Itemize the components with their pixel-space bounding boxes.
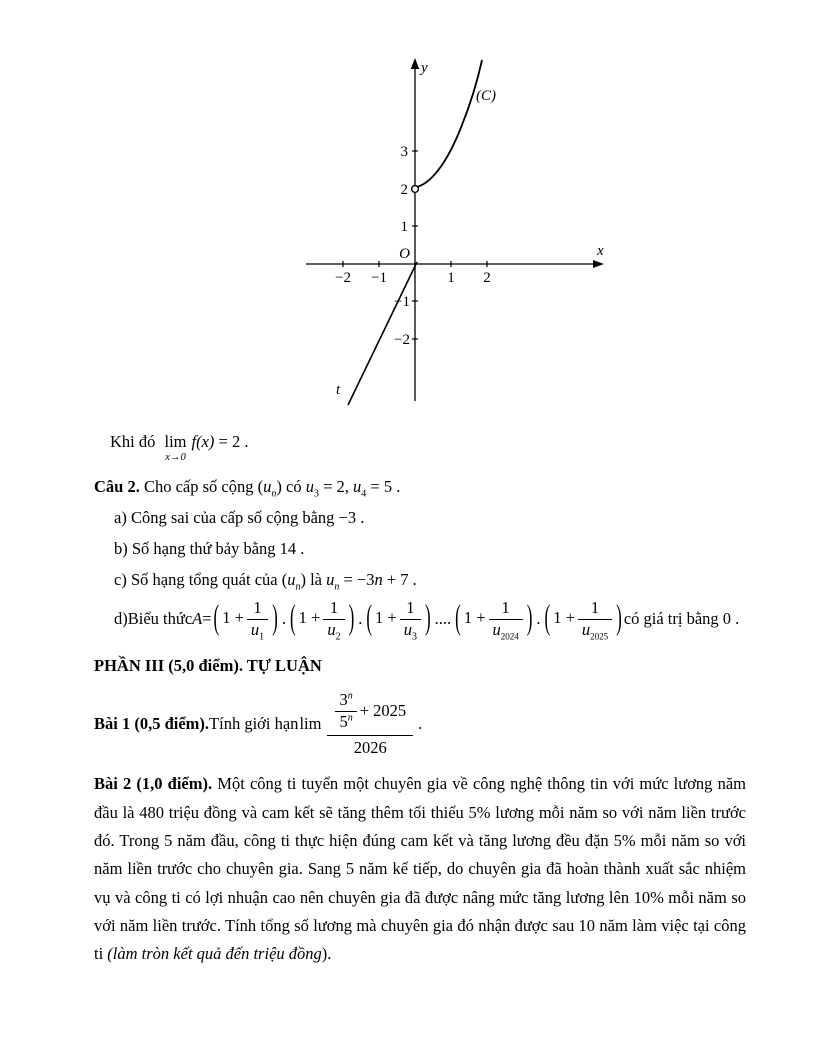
denominator	[578, 619, 612, 641]
var-A: A	[192, 609, 203, 629]
one-plus: 1 +	[298, 607, 321, 627]
curve-label: (C)	[476, 88, 496, 104]
open-point	[412, 186, 419, 193]
product-factor-4	[453, 598, 534, 640]
subscript: n	[271, 488, 277, 500]
text-run: Khi đó	[110, 432, 160, 451]
subscript: 3	[411, 630, 417, 642]
fraction	[489, 598, 523, 640]
subscript: 2025	[590, 630, 609, 641]
problem-2-note: (làm tròn kết quả đến triệu đồng	[107, 944, 322, 964]
statement-a-text: Công sai của cấp số cộng bằng −3 .	[126, 508, 365, 527]
statement-a-label: a)	[114, 508, 127, 527]
xtick-minus2: −2	[335, 270, 351, 286]
denominator	[247, 619, 268, 641]
text-run: = 2,	[318, 477, 354, 496]
ellipsis-dots: ....	[434, 609, 452, 629]
times-dot: .	[536, 609, 541, 629]
subscript: 2	[335, 630, 341, 642]
text-run: =	[202, 609, 212, 629]
statement-a	[94, 508, 746, 528]
subscript: 1	[259, 630, 265, 642]
fraction	[400, 598, 421, 640]
var-u: u	[263, 477, 272, 496]
inner-numerator	[335, 690, 356, 711]
text-run: Biểu thức	[127, 609, 193, 629]
subscript: 4	[361, 488, 367, 500]
numerator: 1	[590, 598, 600, 617]
line-label: t	[336, 382, 341, 398]
graph-svg	[298, 56, 610, 408]
text-run: + 7 .	[382, 570, 417, 589]
text-run: = −3	[339, 570, 375, 589]
ytick-1: 1	[400, 219, 408, 235]
fraction	[578, 598, 612, 640]
subscript: n	[295, 581, 301, 593]
var-n: n	[374, 570, 383, 589]
big-denominator: 2026	[327, 735, 413, 759]
text-run: Tính giới hạn	[209, 714, 299, 734]
var-u: u	[492, 619, 501, 639]
statement-b-label: b)	[114, 539, 128, 558]
text-run: 5	[339, 711, 348, 731]
statement-b-text: Số hạng thứ bảy bằng 14 .	[127, 539, 305, 558]
times-dot: .	[358, 609, 363, 629]
var-u: u	[327, 619, 336, 639]
question-2-label: Câu 2.	[94, 477, 140, 496]
fraction	[247, 598, 268, 640]
ytick-2: 2	[400, 182, 408, 198]
product-factor-1	[212, 598, 280, 640]
statement-c	[94, 570, 746, 593]
text-run: ) là	[300, 570, 327, 589]
superscript-n: n	[347, 690, 353, 702]
text-run: Cho cấp số cộng	[139, 477, 258, 496]
plus-2025: + 2025	[359, 701, 407, 721]
right-paren: )	[272, 597, 278, 637]
var-u: u	[305, 477, 314, 496]
limit-conclusion-line	[94, 432, 746, 463]
numerator: 1	[253, 598, 262, 617]
numerator: 1	[406, 598, 415, 617]
text-run: (	[281, 570, 288, 589]
var-u: u	[403, 619, 412, 639]
subscript: 2024	[500, 630, 519, 641]
denominator	[323, 619, 344, 641]
var-u: u	[353, 477, 362, 496]
right-paren: )	[526, 597, 533, 637]
xtick-2: 2	[483, 270, 491, 286]
inner-denominator	[335, 711, 356, 733]
left-paren: (	[455, 597, 461, 637]
left-paren: (	[289, 597, 296, 637]
text-run: 3	[339, 690, 348, 710]
closing-paren-period: ).	[321, 944, 332, 964]
fraction	[323, 598, 344, 640]
curve-C	[417, 60, 482, 187]
inner-fraction	[335, 690, 356, 732]
one-plus: 1 +	[553, 607, 575, 627]
y-axis-label: y	[421, 60, 428, 76]
product-factor-2	[288, 598, 356, 640]
subscript: n	[334, 581, 340, 593]
text-run: Số hạng tổng quát của	[126, 570, 282, 589]
right-paren: )	[348, 597, 355, 637]
text-run: = 2 .	[214, 432, 249, 451]
ytick-minus1: −1	[394, 294, 410, 310]
superscript-n: n	[347, 712, 353, 724]
var-u: u	[250, 619, 260, 639]
denominator	[489, 619, 523, 641]
one-plus: 1 +	[222, 607, 244, 627]
x-axis-label: x	[597, 243, 604, 259]
statement-b	[94, 539, 746, 559]
statement-d-label: d)	[114, 609, 128, 629]
product-factor-5	[543, 598, 624, 640]
var-u: u	[287, 570, 296, 589]
left-paren: (	[366, 597, 373, 637]
product-factor-3	[364, 598, 432, 640]
subscript: 3	[313, 488, 319, 500]
function-graph	[298, 56, 610, 408]
period: .	[418, 714, 423, 734]
left-paren: (	[213, 597, 220, 637]
problem-2-paragraph	[94, 770, 746, 969]
problem-2-text: Một công ti tuyển một chuyên gia về công nghệ thông tin với mức lương năm đầu là 480 triệu đồng và cam kết sẽ tăng thêm tối thiểu 5% lương mỗi năm so với năm liền trước đó. Trong 5 năm đầu, công ti thực hiện đúng cam kết và tăng lương đều đặn 5% mỗi năm so với năm liền trước cho chuyên gia. Sang 5 năm kế tiếp, do chuyên gia đã hoàn thành xuất sắc nhiệm vụ và công ti có lợi nhuận cao nên chuyên gia đã được nâng mức tăng lương lên 10% mỗi năm so với năm liền trước. Tính tổng số lương mà chuyên gia đó nhận được sau 10 năm làm việc tại công ti	[94, 774, 746, 964]
ytick-minus2: −2	[394, 332, 410, 348]
left-paren: (	[544, 597, 551, 637]
numerator: 1	[501, 598, 510, 617]
section-3-title: PHẦN III (5,0 điểm). TỰ LUẬN	[94, 656, 322, 676]
big-numerator	[327, 690, 413, 734]
question-2-header	[94, 477, 746, 500]
lim-operator	[165, 434, 187, 463]
big-fraction	[327, 690, 413, 758]
one-plus: 1 +	[463, 607, 486, 627]
section-3-heading	[94, 656, 746, 676]
statement-c-label: c)	[114, 570, 127, 589]
lim-word: lim	[164, 432, 187, 451]
right-paren: )	[616, 597, 622, 637]
xtick-1: 1	[447, 270, 455, 286]
right-paren: )	[424, 597, 431, 637]
text-run: ) có	[276, 477, 306, 496]
lim-subscript: x→0	[165, 451, 186, 463]
one-plus: 1 +	[375, 607, 397, 627]
origin-label: O	[399, 246, 410, 262]
xtick-minus1: −1	[371, 270, 387, 286]
problem-2-label: Bài 2 (1,0 điểm).	[94, 774, 218, 794]
var-u: u	[326, 570, 335, 589]
fx-expression: f(x)	[191, 432, 215, 451]
problem-1-line	[94, 690, 746, 758]
var-u: u	[581, 619, 591, 639]
denominator	[400, 619, 421, 641]
text-run: có giá trị bằng 0 .	[623, 609, 740, 629]
y-axis-arrow	[411, 58, 419, 69]
text-run: = 5 .	[366, 477, 401, 496]
lim-word: lim	[299, 714, 322, 734]
statement-d	[94, 598, 746, 640]
times-dot: .	[281, 609, 286, 629]
x-axis-arrow	[593, 260, 604, 268]
problem-1-label: Bài 1 (0,5 điểm).	[94, 714, 210, 734]
text-run: (	[257, 477, 264, 496]
numerator: 1	[329, 598, 339, 617]
ytick-3: 3	[400, 144, 408, 160]
